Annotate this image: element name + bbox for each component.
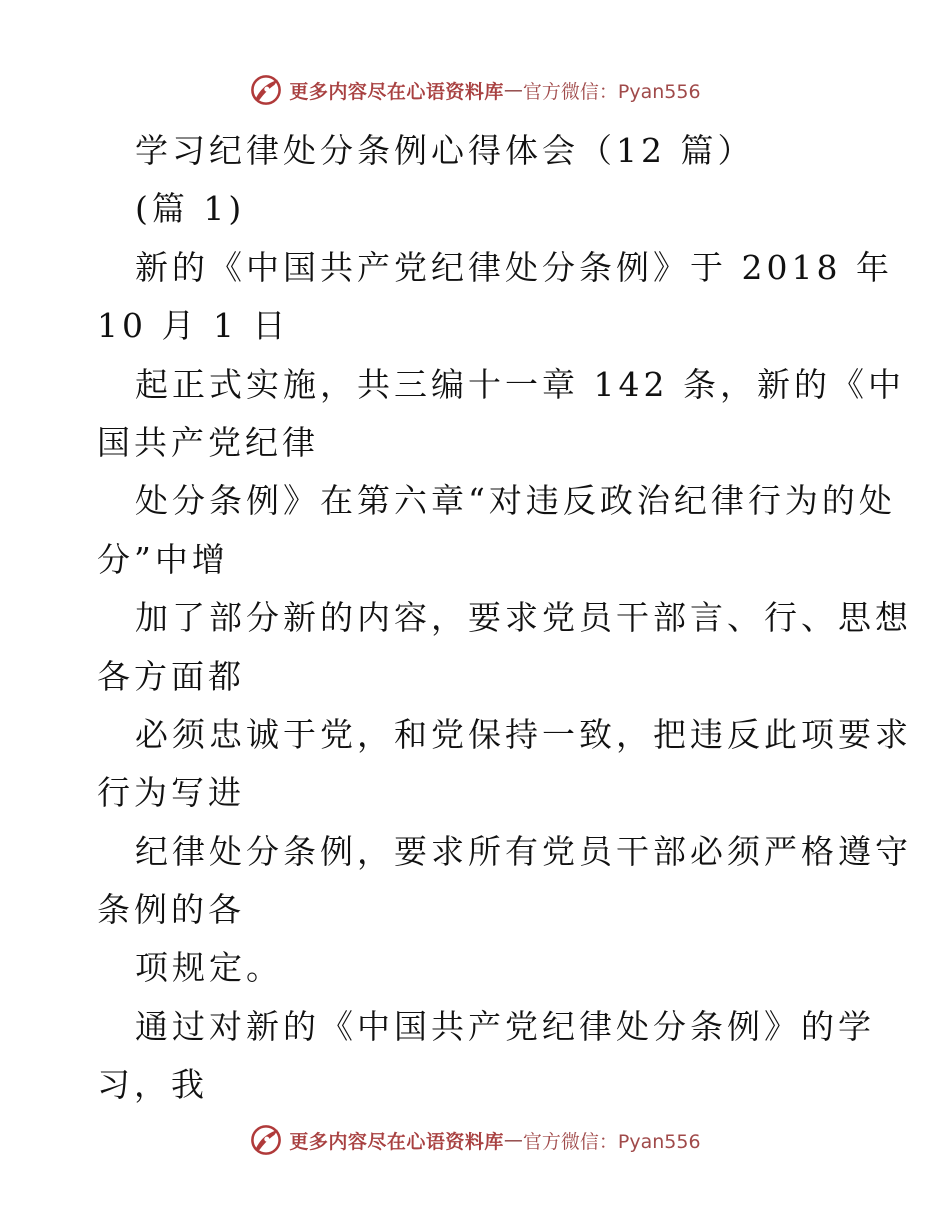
text-line: 项规定。 [135, 948, 283, 988]
watermark-site-name: 更多内容尽在心语资料库 [289, 80, 504, 103]
text-line: 纪律处分条例，要求所有党员干部必须严格遵守 [135, 831, 912, 871]
text-line: 条例的各 [97, 890, 245, 930]
text-line: 处分条例》在第六章“对违反政治纪律行为的处 [135, 481, 896, 521]
text-line: 通过对新的《中国共产党纪律处分条例》的学 [135, 1006, 875, 1046]
watermark-dash: — [503, 1129, 523, 1151]
watermark-wechat: 官方微信：Pyan556 [522, 1130, 701, 1153]
text-line: 10 月 1 日 [97, 306, 290, 346]
footer-watermark [0, 1120, 950, 1160]
text-line: 习，我 [97, 1065, 208, 1105]
text-line: 各方面都 [97, 656, 245, 696]
watermark-dash: — [503, 79, 523, 101]
section-label: (篇 1) [135, 189, 246, 229]
text-line: 新的《中国共产党纪律处分条例》于 2018 年 [135, 247, 893, 287]
pen-logo-icon [249, 1123, 283, 1157]
watermark-site-name: 更多内容尽在心语资料库 [289, 1130, 504, 1153]
document-title: 学习纪律处分条例心得体会（12 篇） [135, 131, 755, 170]
text-line: 必须忠诚于党，和党保持一致，把违反此项要求 [135, 714, 912, 754]
text-line: 分”中增 [97, 539, 229, 579]
text-line: 加了部分新的内容，要求党员干部言、行、思想 [135, 598, 912, 638]
header-watermark [0, 70, 950, 110]
text-line: 起正式实施，共三编十一章 142 条，新的《中 [135, 364, 905, 404]
watermark-wechat: 官方微信：Pyan556 [522, 80, 701, 103]
text-line: 行为写进 [97, 773, 245, 813]
pen-logo-icon [249, 73, 283, 107]
document-body [97, 122, 912, 1115]
text-line: 国共产党纪律 [97, 422, 319, 462]
